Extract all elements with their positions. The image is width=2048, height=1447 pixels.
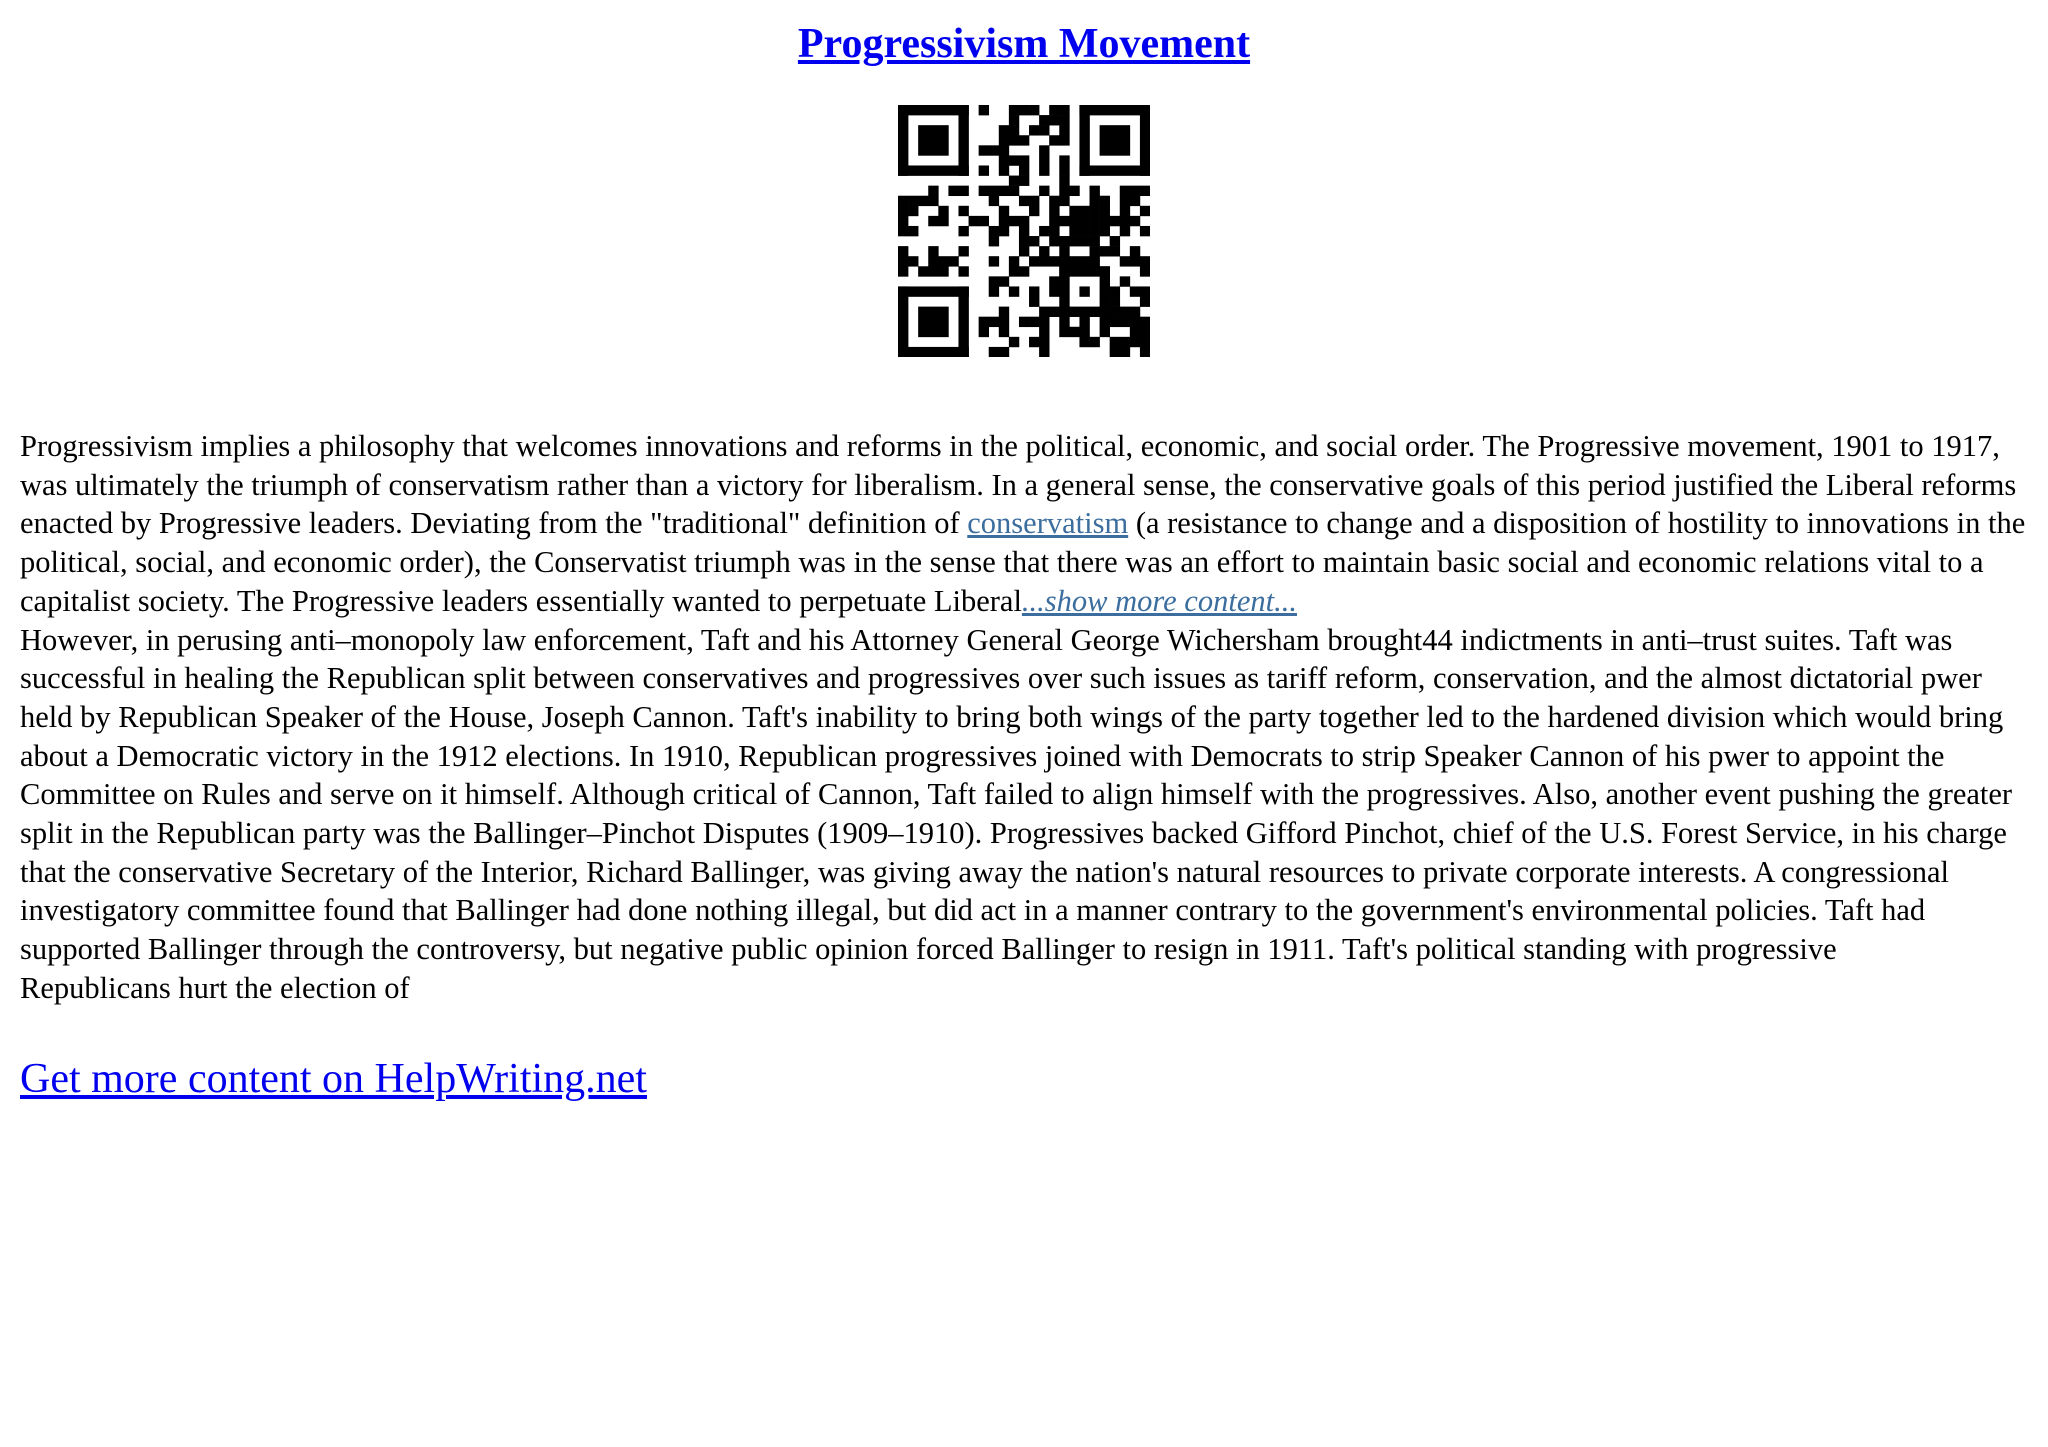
conservatism-link[interactable]: conservatism bbox=[967, 506, 1129, 541]
qr-code-icon bbox=[898, 105, 1150, 357]
get-more-content-link[interactable]: Get more content on HelpWriting.net bbox=[20, 1055, 647, 1102]
article-body bbox=[20, 427, 2028, 1008]
paragraph-2-last-line: Republicans hurt the election of bbox=[20, 970, 410, 1005]
paragraph-1-text-before: Progressivism implies a philosophy that welcomes innovations and reforms in the political, economic, and social order. The Progressive movement, 1901 to 1917, was ultimately the triumph of conservatism rather than a victory for liberalism. In a general sense, the conservative goals of this period justified the Liberal reforms enacted by Progressive leaders. Deviating from the "traditional" definition of bbox=[20, 429, 2017, 541]
cta-container bbox=[20, 1054, 2028, 1104]
title-container bbox=[20, 0, 2028, 70]
document-page bbox=[20, 0, 2028, 1104]
paragraph-1 bbox=[20, 427, 2028, 621]
qr-code-container bbox=[20, 105, 2028, 357]
paragraph-1-text-after: (a resistance to change and a disposition of hostility to innovations in the political, social, and economic order), the Conservatist triumph was in the sense that there was an effort to maintain basic social and economic relations vital to a capitalist society. The Progressive leaders essentially wanted to perpetuate Liberal bbox=[20, 506, 2026, 618]
page-title-link[interactable]: Progressivism Movement bbox=[797, 21, 1251, 67]
paragraph-2-text: However, in perusing anti–monopoly law enforcement, Taft and his Attorney General George Wichersham brought44 indictments in anti–trust suites. Taft was successful in healing the Republican split between conservatives and progressives over such issues as tariff reform, conservation, and the almost dictatorial pwer held by Republican Speaker of the House, Joseph Cannon. Taft's inability to bring both wings of the party together led to the hardened division which would bring about a Democratic victory in the 1912 elections. In 1910, Republican progressives joined with Democrats to strip Speaker Cannon of his pwer to appoint the Committee on Rules and serve on it himself. Although critical of Cannon, Taft failed to align himself with the progressives. Also, another event pushing the greater split in the Republican party was the Ballinger–Pinchot Disputes (1909–1910). Progressives backed Gifford Pinchot, chief of the U.S. Forest Service, in his charge that the conservative Secretary of the Interior, Richard Ballinger, was giving away the nation's natural resources to private corporate interests. A congressional investigatory committee found that Ballinger had done nothing illegal, but did act in a manner contrary to the government's environmental policies. Taft had supported Ballinger through the controversy, but negative public opinion forced Ballinger to resign in 1911. Taft's political standing with progressive bbox=[20, 622, 2013, 967]
show-more-link[interactable]: ...show more content... bbox=[1021, 583, 1297, 618]
paragraph-2 bbox=[20, 621, 2028, 1008]
